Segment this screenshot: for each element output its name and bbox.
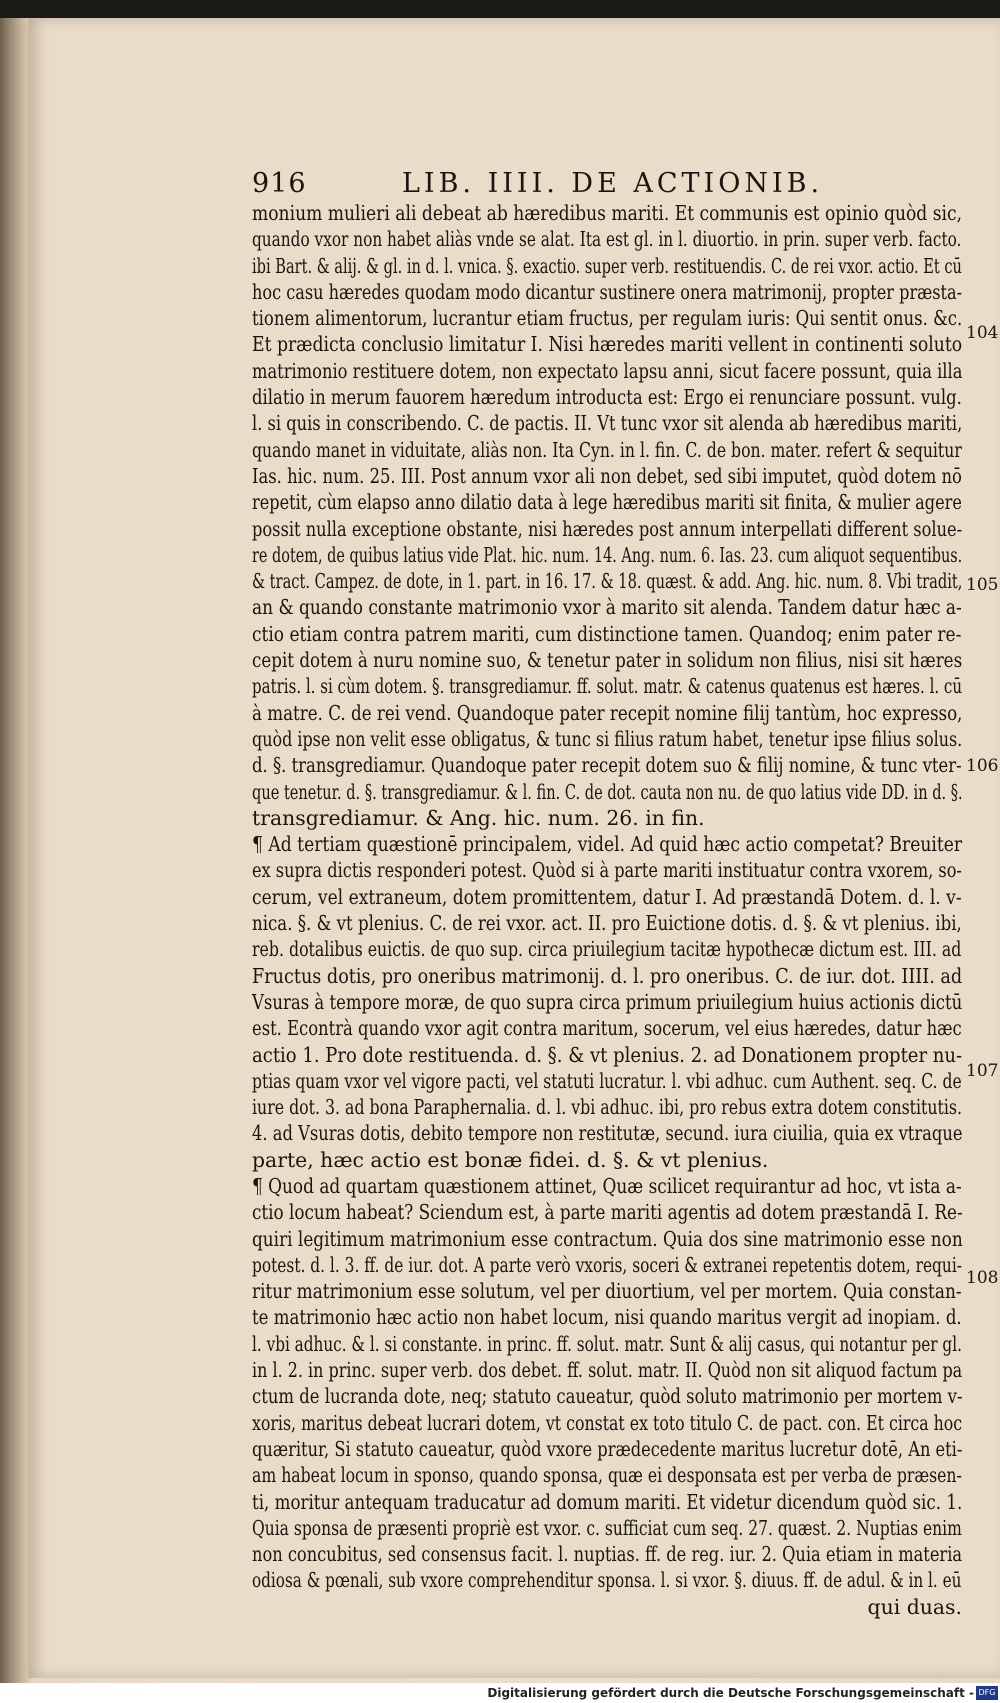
text-line: repetit, cùm elapso anno dilatio data à lege hæredibus mariti sit finita, & mulier agere [252,490,962,515]
text-line: ctio etiam contra patrem mariti, cum distinctione tamen. Quandoq; enim pater re- [252,621,962,646]
text-line: l. si quis in conscribendo. C. de pactis. II. Vt tunc vxor sit alenda ab hæredibus mariti, [252,411,963,436]
text-line: ti, moritur antequam traducatur ad domum mariti. Et videtur dicendum quòd sic. 1. [252,1489,963,1514]
text-line: ctio locum habeat? Sciendum est, à parte mariti agentis ad dotem præstandā I. Re- [252,1200,963,1225]
text-line: Quia sponsa de præsenti propriè est vxor. c. sufficiat cum seq. 27. quæst. 2. Nuptias enim [252,1515,962,1540]
text-line: re dotem, de quibus latius vide Plat. hic. num. 14. Ang. num. 6. Ias. 23. cum aliquot sequentibus. [252,542,963,567]
text-line: ¶ Quod ad quartam quæstionem attinet, Quæ scilicet requirantur ad hoc, vt ista a- [252,1173,962,1198]
text-line: te matrimonio hæc actio non habet locum, nisi quando maritus vergit ad inopiam. d. [252,1305,962,1330]
text-line: nica. §. & vt plenius. C. de rei vxor. act. II. pro Euictione dotis. d. §. & vt plenius. ibi, [252,911,962,936]
text-line: patris. l. si cùm dotem. §. transgrediamur. ff. solut. matr. & catenus quatenus est hæres. l. cū [252,674,963,699]
footer-credit: Digitalisierung gefördert durch die Deutsche Forschungsgemeinschaft - [487,1686,974,1700]
text-line: 4. ad Vsuras dotis, debito tempore non restitutæ, secund. iura ciuilia, quia ex vtraque [252,1121,963,1146]
text-line: monium mulieri ali debeat ab hæredibus mariti. Et communis est opinio quòd sic, [252,201,963,225]
text-line: potest. d. l. 3. ff. de iur. dot. A parte verò vxoris, soceri & extranei repetentis dotem, requi- [252,1252,962,1277]
text-line: & tract. Campez. de dote, in 1. part. in 16. 17. & 18. quæst. & add. Ang. hic. num. 8. Vbi tradit, [252,569,963,594]
text-line: iure dot. 3. ad bona Paraphernalia. d. l. vbi adhuc. ibi, pro rebus extra dotem constitutis. [252,1095,963,1120]
text-line: que tenetur. d. §. transgrediamur. & l. fin. C. de dot. cauta non nu. de quo latius vide DD. in d. §. [252,779,963,804]
text-line: xoris, maritus debeat lucrari dotem, vt constat ex toto titulo C. de pact. con. Et circa hoc [252,1410,963,1435]
text-line: actio 1. Pro dote restituenda. d. §. & vt plenius. 2. ad Donationem propter nu- [252,1042,963,1067]
margin-number: 108 [966,1268,999,1288]
text-line: d. §. transgrediamur. Quandoque pater recepit dotem suo & filij nomine, & tunc vter- [252,753,962,778]
text-line: cepit dotem à nuru nomine suo, & tenetur pater in solidum non filius, nisi sit hæres [252,648,963,673]
text-line: dilatio in merum fauorem hæredum introducta est: Ergo ei renunciare possunt. vulg. [252,385,962,410]
text-line: non concubitus, sed consensus facit. l. nuptias. ff. de reg. iur. 2. Quia etiam in materia [252,1542,963,1567]
running-title: LIB. IIII. DE ACTIONIB. [402,168,824,199]
page-number: 916 [252,168,307,199]
text-line: quando manet in viduitate, aliàs non. Ita Cyn. in l. fin. C. de bon. mater. refert & sequitur [252,437,962,462]
text-line: ritur matrimonium esse solutum, vel per diuortium, vel per mortem. Quia constan- [252,1279,962,1304]
text-line: quando vxor non habet aliàs vnde se alat. Ita est gl. in l. diuortio. in prin. super verb. facto. [252,227,962,252]
margin-number: 106 [966,756,999,776]
text-line: parte, hæc actio est bonæ fidei. d. §. & vt plenius. [252,1147,769,1172]
text-line: cerum, vel extraneum, dotem promittentem, datur I. Ad præstandā Dotem. d. l. v- [252,884,962,909]
text-line: an & quando constante matrimonio vxor à marito sit alenda. Tandem datur hæc a- [252,595,962,620]
margin-number: 107 [966,1061,999,1081]
text-line: am habeat locum in sponso, quando sponsa, quæ ei desponsata est per verba de præsen- [252,1463,962,1488]
text-line: Vsuras à tempore moræ, de quo supra circa primum priuilegium huius actionis dictū [252,989,963,1014]
text-line: in l. 2. in princ. super verb. dos debet. ff. solut. matr. II. Quòd non sit aliquod factum pa [252,1358,963,1383]
dfg-logo: DFG [976,1686,998,1700]
text-line-catchword: qui duas. [867,1594,962,1619]
text-line: l. vbi adhuc. & l. si constante. in princ. ff. solut. matr. Sunt & alij casus, qui notantur per gl. [252,1331,962,1356]
text-line: Fructus dotis, pro oneribus matrimonij. d. l. pro oneribus. C. de iur. dot. IIII. ad [252,963,963,988]
text-line: ibi Bart. & alij. & gl. in d. l. vnica. §. exactio. super verb. restituendis. C. de rei vxor. actio. Et cū [252,253,962,278]
text-line: ptias quam vxor vel vigore pacti, vel statuti lucratur. l. vbi adhuc. cum Authent. seq. C. de [252,1068,962,1093]
text-line: quòd ipse non velit esse obligatus, & tunc si filius ratum habet, tenetur ipse filius solus. [252,726,963,751]
margin-number: 105 [966,575,999,595]
text-line: odiosa & pœnali, sub vxore comprehenditur sponsa. l. si vxor. §. diuus. ff. de adul. & in l. eū [252,1568,962,1593]
text-line: quiri legitimum matrimonium esse contractum. Quia dos sine matrimonio esse non [252,1226,963,1251]
text-line: est. Econtrà quando vxor agit contra maritum, socerum, vel eius hæredes, datur hæc [252,1016,962,1041]
text-line: Et prædicta conclusio limitatur I. Nisi hæredes mariti vellent in continenti soluto [252,332,963,357]
text-line: transgrediamur. & Ang. hic. num. 26. in fin. [252,805,705,830]
text-line: matrimonio restituere dotem, non expectato lapsu anni, sicut facere possunt, quia illa [252,358,963,383]
text-line: reb. dotalibus euictis. de quo sup. circa priuilegium tacitæ hypothecæ dictum est. III. ad [252,937,962,962]
text-line: ctum de lucranda dote, neq; statuto caueatur, quòd soluto matrimonio per mortem v- [252,1384,963,1409]
text-line: ¶ Ad tertiam quæstionē principalem, videl. Ad quid hæc actio competat? Breuiter [252,832,963,857]
text-line: Ias. hic. num. 25. III. Post annum vxor ali non debet, sed sibi imputet, quòd dotem nō [252,463,962,488]
body-text [252,200,962,1620]
digitization-footer [0,1683,1000,1703]
text-line: tionem alimentorum, lucrantur etiam fructus, per regulam iuris: Qui sentit onus. &c. [252,306,963,331]
text-line: possit nulla exceptione obstante, nisi hæredes post annum interpellati different solue- [252,516,963,541]
text-line: ex supra dictis responderi potest. Quòd si à parte mariti instituatur contra vxorem, so- [252,858,962,883]
margin-number: 104 [966,323,999,343]
text-line: à matre. C. de rei vend. Quandoque pater recepit nomine filij tantùm, hoc expresso, [252,700,963,725]
text-line: hoc casu hæredes quodam modo dicantur sustinere onera matrimonij, propter præsta- [252,279,963,304]
text-line: quæritur, Si statuto caueatur, quòd vxore prædecedente maritus lucretur dotē, An eti- [252,1436,963,1461]
